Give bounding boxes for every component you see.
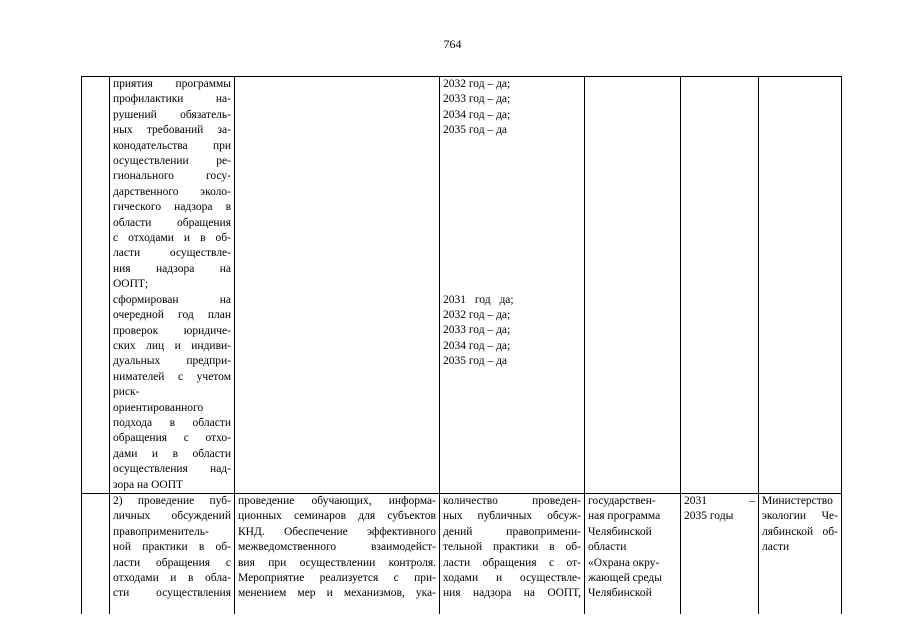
text-line: ния надзора на ООПТ, xyxy=(443,587,581,600)
text-line: Министерство xyxy=(762,494,833,507)
text-line: сформирован на xyxy=(113,293,231,306)
text-line: личных обсуждений xyxy=(113,510,231,523)
result-cell xyxy=(110,77,235,494)
text-line: тельной практики в об- xyxy=(443,541,581,554)
text-line: области xyxy=(588,541,627,554)
text-line: осуществлении ре- xyxy=(113,155,231,168)
text-line: конодательства при xyxy=(113,139,231,152)
text-line: дами и в области xyxy=(113,447,231,460)
activity-text xyxy=(238,494,436,602)
indicator-line: 2032 год – да; xyxy=(443,309,511,322)
text-line: ных требований за- xyxy=(113,124,231,137)
text-line: подхода в области xyxy=(113,416,231,429)
text-line: Челябинской xyxy=(588,587,652,600)
indicator-text xyxy=(443,494,581,602)
text-line: Мероприятие реализуется с при- xyxy=(238,572,436,584)
executor-cell xyxy=(759,493,842,614)
text-line: ной практики в об- xyxy=(113,541,231,554)
text-line: ционных семинаров для субъектов xyxy=(238,510,436,523)
text-line: экологии Че- xyxy=(762,510,838,523)
program-text xyxy=(588,494,677,602)
indicator-line: 2034 год – да; xyxy=(443,108,511,121)
indicator-line: 2032 год – да; xyxy=(443,78,511,90)
text-line: гического надзора в xyxy=(113,201,231,214)
text-line: риск- xyxy=(113,386,140,399)
text-line: с отходами и в об- xyxy=(113,232,231,245)
text-line: государствен- xyxy=(588,494,656,507)
program-cell xyxy=(585,77,681,494)
text-line: жающей среды xyxy=(588,572,663,584)
indicator-group-b xyxy=(443,293,581,370)
text-line: ласти обращения с xyxy=(113,556,231,569)
text-line: дуальных предпри- xyxy=(113,355,231,368)
text-line: дарственного эколо- xyxy=(113,185,231,198)
text-line: Челябинской xyxy=(588,525,652,538)
measures-table xyxy=(81,76,842,614)
result-cell xyxy=(110,493,235,614)
text-line: ских лиц и индиви- xyxy=(113,339,231,352)
text-line: проведение обучающих, информа- xyxy=(238,494,436,507)
text-line: ния надзора на xyxy=(113,262,231,275)
text-line: сти осуществления xyxy=(113,587,231,600)
result-text xyxy=(113,77,231,493)
executor-cell xyxy=(759,77,842,494)
text-line: 2) проведение пуб- xyxy=(113,494,231,507)
text-line: ласти обращения с от- xyxy=(443,556,581,569)
text-line: лябинской об- xyxy=(762,525,838,538)
text-line: 2031 – xyxy=(684,494,755,507)
number-cell xyxy=(82,77,110,494)
text-line: приятия программы xyxy=(113,78,231,90)
text-line: ходами и осуществле- xyxy=(443,572,581,584)
text-line: правоприменитель- xyxy=(113,525,209,538)
text-line: дений правопримени- xyxy=(443,525,581,538)
text-line: ласти xyxy=(762,541,790,554)
text-line: менением мер и механизмов, ука- xyxy=(238,587,436,600)
text-line: ная программа xyxy=(588,510,661,523)
text-line: нимателей с учетом xyxy=(113,370,231,383)
text-line: осуществления над- xyxy=(113,463,231,476)
text-line: рушений обязатель- xyxy=(113,108,231,121)
indicator-line: 2033 год – да; xyxy=(443,93,511,106)
indicator-cell xyxy=(440,493,585,614)
program-cell xyxy=(585,493,681,614)
indicator-line: 2035 год – да xyxy=(443,124,508,137)
text-line: КНД. Обеспечение эффективного xyxy=(238,525,436,538)
text-line: ных публичных обсуж- xyxy=(443,510,581,523)
indicator-line: 2035 год – да xyxy=(443,355,508,368)
text-line: «Охрана окру- xyxy=(588,556,660,569)
indicator-line: 2031 год да; xyxy=(443,293,514,306)
text-line: ориентированного xyxy=(113,401,204,414)
page-number: 764 xyxy=(443,37,462,51)
result-text xyxy=(113,494,231,602)
text-line: 2035 годы xyxy=(684,510,734,523)
text-line: межведомственного взаимодейст- xyxy=(238,541,436,554)
period-cell xyxy=(681,493,759,614)
text-line: зора на ООПТ xyxy=(113,478,184,491)
text-line: профилактики на- xyxy=(113,93,231,106)
text-line: отходами и в обла- xyxy=(113,572,231,584)
period-cell xyxy=(681,77,759,494)
indicator-group-a xyxy=(443,77,581,139)
text-line: количество проведен- xyxy=(443,494,581,507)
text-line: области обращения xyxy=(113,216,231,229)
executor-text xyxy=(762,494,838,556)
number-cell xyxy=(82,493,110,614)
indicator-line: 2034 год – да; xyxy=(443,339,511,352)
text-line: очередной год план xyxy=(113,309,231,322)
text-line: гионального госу- xyxy=(113,170,231,183)
table-row xyxy=(82,77,842,494)
text-line: проверок юридиче- xyxy=(113,324,231,337)
indicator-line: 2033 год – да; xyxy=(443,324,511,337)
text-line: обращения с отхо- xyxy=(113,432,231,445)
text-line: ласти осуществле- xyxy=(113,247,231,260)
activity-cell xyxy=(235,493,440,614)
indicator-cell xyxy=(440,77,585,494)
table-row xyxy=(82,493,842,614)
text-line: вия при осуществлении контроля. xyxy=(238,556,436,569)
activity-cell xyxy=(235,77,440,494)
text-line: ООПТ; xyxy=(113,278,149,291)
period-text xyxy=(684,494,755,525)
